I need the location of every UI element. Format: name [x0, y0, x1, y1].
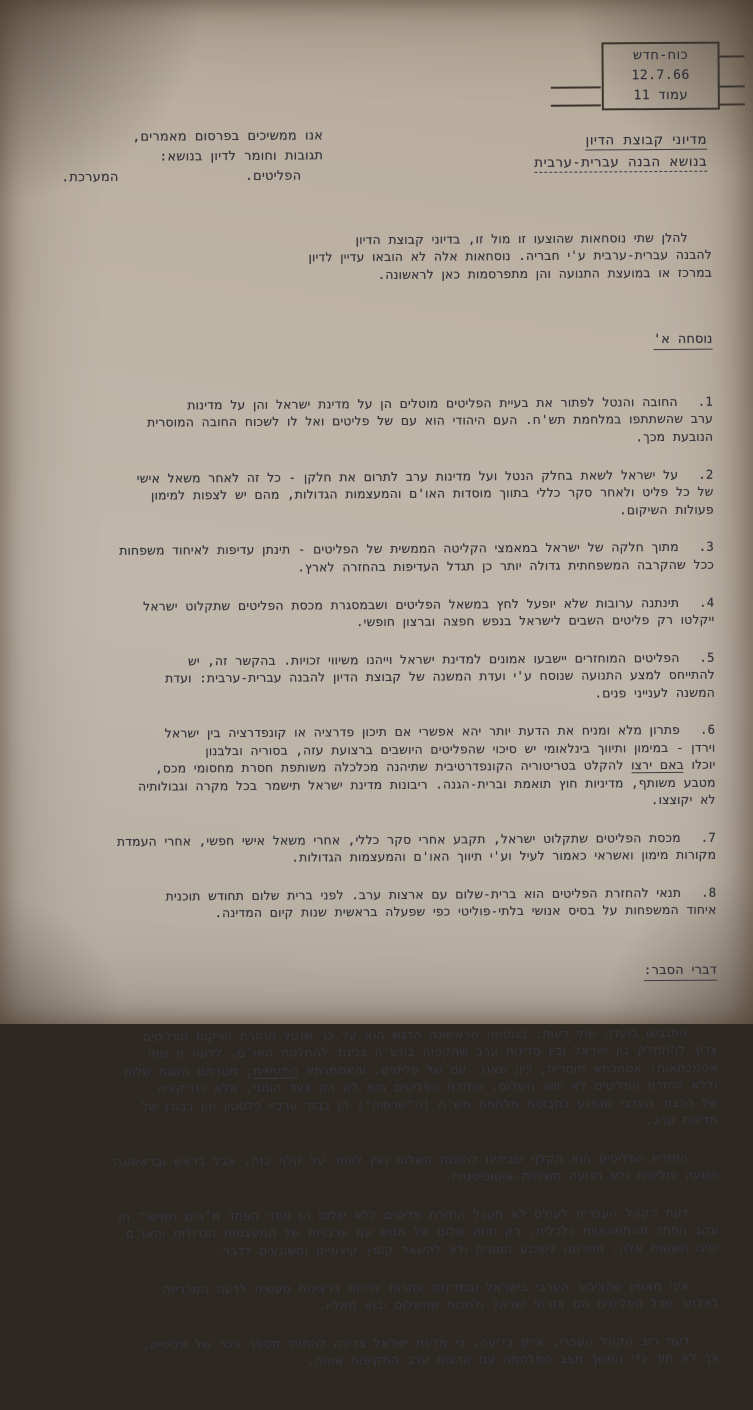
clause-text: להקלט בטריטוריה הקונפדרטיבית שתיהנה מכלכלה משותפת חסרת מחסומי מכס, מטבע משותף, מדיניות חוץ תואמת וברית-הגנה. ריבונות מדינת ישראל תישמר בכל מקרה וגבולותיה לא יקוצצו.: [137, 758, 716, 808]
explanation-paragraph-5: [46, 1332, 719, 1372]
editorial-note-line: אנו ממשיכים בפרסום מאמרים,: [132, 128, 324, 145]
stamp-rule-line: [551, 104, 601, 106]
clause-number: 4.: [699, 595, 715, 610]
clause-text: החובה והנטל לפתור את בעיית הפליטים מוטלים הן על מדינת ישראל והן על מדינות ערב שהשתתפו במלחמת תש'ח. העם היהודי הוא עם של פליטים ואל לו לשכוח החובה המוסרית הנובעת מכך.: [147, 394, 714, 445]
stamp-box: [601, 42, 719, 111]
intro-paragraph: להלן שתי נוסחאות שהוצעו זו מול זו, בדיוני קבוצת הדיון להבנה עברית-ערבית ע'י חבריה. נוסחאות אלה לא הובאו עדיין לדיון במרכז או במועצת התנועה והן מתפרסמות כאן לראשונה.: [308, 230, 713, 282]
stamp-page-number: עמוד 11: [633, 87, 689, 104]
clause-5: [42, 649, 715, 706]
clause-1: [40, 394, 713, 451]
clause-text: מתוך חלקה של ישראל במאמצי הקליטה הממשית של הפליטים - תינתן עדיפות לאיחוד משפחות ככל שהקרבה המשפחתית גדולה יותר כן תגדל העדיפות בהחזרה לארץ.: [119, 540, 715, 575]
explanation-paragraph-4: [46, 1277, 719, 1317]
editorial-note-row: [59, 166, 323, 188]
clause-text: תנאי להחזרת הפליטים הוא ברית-שלום עם ארצות ערב. לפני ברית שלום תחודש תוכנית איחוד המשפחות על בסיס אנושי בלתי-פוליטי כפי שפעלה בראשית שנות קיום המדינה.: [165, 885, 717, 921]
clause-text: הפליטים המוחזרים יישבעו אמונים למדינת ישראל וייהנו משיווי זכויות. בהקשר זה, יש להתייחס למצע התנועה שנוסח ע'י ועדת המשנה של קבוצת הדיון להבנה עברית-ערבית: ועדת המשנה לענייני פנים.: [164, 650, 716, 701]
explanation-paragraph-2: [45, 1149, 718, 1189]
clause-8: [43, 885, 716, 925]
clause-text: מכסת הפליטים שתקלוט ישראל, תקבע אחרי סקר כללי, אחרי משאל אישי חפשי, אחרי העמדת מקורות מימון ואשראי כאמור לעיל וע'י תיווך האו'ם והמעצמות הגדולות.: [116, 830, 717, 865]
paragraph-text: איני מאמין שהציבור הערבי בישראל ובמדינות אחרות יתייחס ברצינות מעשית לדעה המכריזה לאלתר שכל הפליטים הם אזרחי ישראל ולחכות שהשלום יבוא מאליו.: [162, 1278, 720, 1313]
section-title: [407, 130, 707, 176]
clause-4: [41, 594, 714, 634]
paragraph-text: התגבשו בועדה שתי דעות. בנוסחה הראשונה הדגש הוא על כך שנטל החזרת ושיקום הפליטים צריך להתחלק בין ישראל ובין מדינות ערב שתקפוה בתש'ח בניגוד להחלטת האו'ם. לדעה זו שתי אסמכתאות: אסמכתא מוסרית, כיון שאנו..עם של פליטים. והאסמכתא: [142, 1025, 718, 1078]
stamp-rule-line: [718, 103, 745, 105]
paragraph-text: דעת הקהל העברית לעולם לא תעכל החזרת פליטים ללא שלום הן מפני הפחד מ"גיים חמישי" הן עקב הפחד מהתמוטטות כלכלית. רק חוזה שלום של ממש עם ערבויות של המעצמות הגדולות והאו'ם יפיגו חששות אלה. מטרתנו לשכנע המונים ולא להשאר קומץ קיצוניים ומשוגעים לדבר.: [118, 1205, 719, 1258]
paragraph-text: דעת רוב הקהל העברי, איתן בדיעה, כי מדינת ישראל צריכה להחזיר מספר ניכר של פליטים, אך לא תוך כדי המשך מצב המלחמה עם ארצות ערב המקיפות אותה.: [142, 1333, 720, 1368]
document-body: [39, 195, 720, 1410]
clause-number: 6.: [699, 723, 716, 738]
paragraph-text: החזרת הפליטים הוא הקלף שבידינו להשגת השלום ואין לוותר על קלף כזה, אבל בראש ובראשונה תנועה פוליטית ולא תנועה משיחית-אוטופיסטית.: [113, 1150, 719, 1184]
clause-number: 5.: [699, 650, 715, 665]
explanation-paragraph-1: [44, 1025, 718, 1134]
editorial-note-subject: הפליטים.: [245, 168, 302, 184]
underlined-phrase: המעשית: [253, 1063, 299, 1078]
clause-number: 8.: [701, 885, 717, 900]
clause-number: 1.: [697, 394, 714, 409]
clause-number: 2.: [698, 467, 714, 482]
clause-text: על ישראל לשאת בחלק הנטל ועל מדינות ערב לתרום את חלקן - כל זה לאחר משאל אישי של כל פליט ולאחר סקר כללי בתווך מוסדות האו'ם והמעצמות הגדולות, מהם יש לצפות למימון פעולות השיקום.: [136, 467, 714, 517]
explanation-paragraph-3: [46, 1205, 719, 1262]
clause-7: [43, 829, 716, 869]
date-stamp: [0, 41, 751, 124]
editorial-note: [59, 126, 323, 188]
clause-text: פתרון מלא ומניח את הדעת יותר יהא אפשרי אם תיכון פדרציה או קונפדרציה בין ישראל וירדן - במימון ותיווך בינלאומי יש סיכוי שהפליטים היושבים ברצועת עזה, בסוריה ובלבנון יוכלו: [164, 723, 716, 773]
paragraph-text: ; מטרתנו השגת שלום וללא החזרת הפליטים לא יושג השלום. החזרת הפליטים הוא לא רק צעד הומני, אלא וינדיקציה של הכבוד הערבי שנפגע בתבוסת מלחמת תש'ח (ה"שרפיה") הן כבוד ערביי פלסטין והן כבודן של מדינות ערב.: [123, 1063, 719, 1128]
stamp-date: 12.7.66: [631, 67, 690, 84]
stamp-organization: כוח-חדש: [632, 47, 689, 64]
stamp-rule-line: [551, 86, 601, 88]
section-title-line2: בנושא הבנה עברית-ערבית: [534, 154, 708, 171]
underlined-phrase: באם ירצו: [631, 758, 684, 773]
section-title-line1: מדיוני קבוצת הדיון: [585, 132, 708, 149]
stamp-rule-line: [718, 85, 745, 87]
clause-number: 3.: [698, 539, 715, 555]
clause-6: [42, 722, 716, 814]
clause-2: [40, 466, 713, 523]
stamp-rule-line: [719, 55, 745, 57]
clause-number: 7.: [700, 830, 717, 845]
version-a-heading: נוסחה א': [653, 330, 712, 350]
editorial-note-line: תגובות וחומר לדיון בנושא:: [159, 148, 324, 165]
explanation-heading: דברי הסבר:: [644, 961, 717, 981]
clause-text: תינתנה ערובות שלא יופעל לחץ במשאל הפליטים ושבמסגרת מכסת הפליטים שתקלוט ישראל ייקלטו רק פליטים השבים לישראל בנפש חפצה וברצון חופשי.: [143, 595, 715, 630]
editorial-signature: המערכת.: [61, 169, 119, 186]
clause-3: [41, 539, 714, 579]
